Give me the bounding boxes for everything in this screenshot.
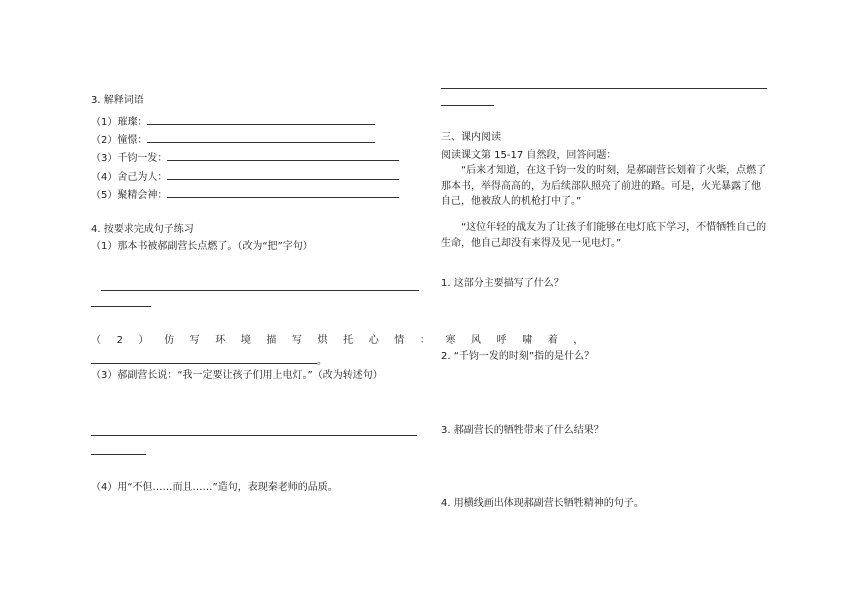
vocab-item-3 — [91, 149, 399, 166]
sentence-q1: （1）那本书被郝副营长点燃了。（改为“把”字句） — [91, 241, 313, 252]
vocab-item-1 — [91, 113, 375, 130]
answer-line-continued[interactable] — [441, 88, 767, 89]
answer-blank[interactable] — [167, 149, 399, 161]
sentence-q2-end: 。 — [317, 356, 327, 367]
reading-question-4: 4. 用横线画出体现郝副营长牺牲精神的句子。 — [441, 498, 644, 509]
reading-section-title: 三、课内阅读 — [441, 132, 501, 143]
answer-blank[interactable] — [147, 113, 375, 125]
vocab-item-label: （3）千钧一发： — [91, 153, 168, 164]
answer-line-continued-2[interactable] — [441, 105, 494, 106]
reading-question-3: 3. 郝副营长的牺牲带来了什么结果？ — [441, 425, 604, 436]
answer-blank[interactable] — [167, 168, 399, 180]
vocab-item-label: （5）聚精会神： — [91, 190, 168, 201]
answer-line-q1-cont[interactable] — [91, 306, 151, 307]
answer-blank[interactable] — [147, 131, 375, 143]
vocab-item-5 — [91, 186, 399, 203]
reading-passage-paragraph-2: “这位年轻的战友为了让孩子们能够在电灯底下学习，不惜牺牲自己的生命，他自己却没有来得及见一见电灯。” — [441, 222, 767, 249]
reading-question-2: 2. “千钧一发的时刻”指的是什么？ — [441, 351, 595, 362]
sentence-q4: （4）用“不但……而且……”造句，表现秦老师的品质。 — [91, 482, 338, 493]
answer-line-q1[interactable] — [101, 290, 419, 291]
sentence-q2-answer — [91, 352, 327, 369]
vocab-item-4 — [91, 168, 399, 185]
reading-instruction: 阅读课文第 15-17 自然段，回答问题： — [441, 150, 617, 161]
vocab-item-2 — [91, 131, 375, 148]
answer-blank[interactable] — [167, 186, 399, 198]
sentence-q2-prompt: （ 2 ） 仿 写 环 境 描 写 烘 托 心 情 ： 寒 风 呼 啸 着 ， — [91, 335, 590, 346]
section-3-title: 3. 解释词语 — [91, 95, 144, 106]
vocab-item-label: （4）舍己为人： — [91, 172, 168, 183]
answer-line-q3-cont[interactable] — [91, 454, 146, 455]
section-4-title: 4. 按要求完成句子练习 — [91, 224, 194, 235]
vocab-item-label: （2）憧憬： — [91, 135, 148, 146]
answer-line-q3[interactable] — [91, 435, 417, 436]
reading-passage-paragraph-1: “后来才知道，在这千钧一发的时刻，是郝副营长划着了火柴，点燃了那本书，举得高高的，为后续部队照亮了前进的路。可是，火光暴露了他自己，他被敌人的机枪打中了。” — [441, 165, 767, 207]
reading-question-1: 1. 这部分主要描写了什么？ — [441, 278, 564, 289]
answer-blank[interactable] — [91, 352, 317, 364]
sentence-q3: （3）郝副营长说：“我一定要让孩子们用上电灯。”（改为转述句） — [91, 370, 383, 381]
vocab-item-label: （1）璀璨： — [91, 117, 148, 128]
